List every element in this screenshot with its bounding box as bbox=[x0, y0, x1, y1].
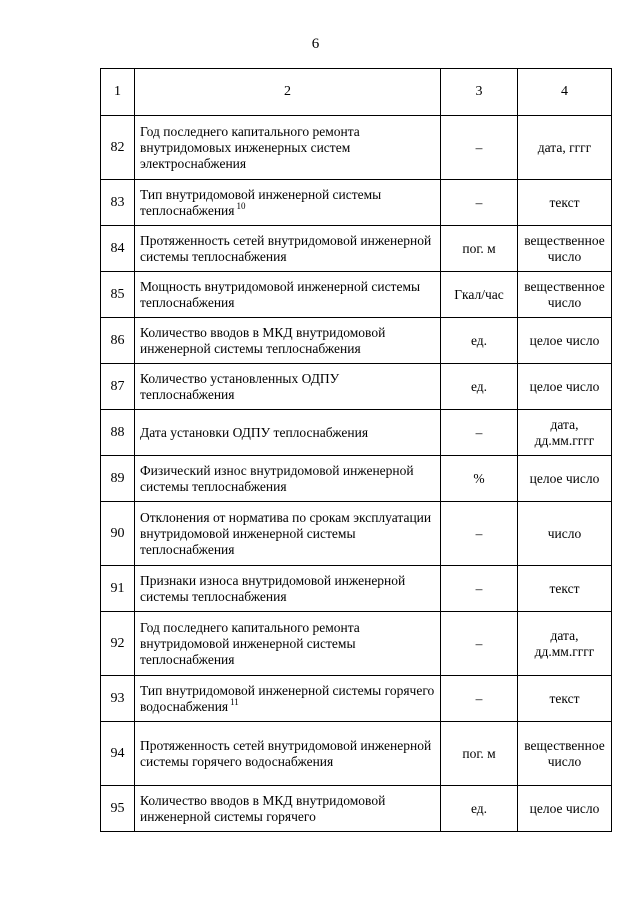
row-name: Физический износ внутридомовой инженерной системы теплоснабжения bbox=[140, 462, 414, 494]
table-row bbox=[101, 272, 612, 318]
header-col-4: 4 bbox=[518, 69, 612, 116]
row-unit: пог. м bbox=[441, 722, 518, 786]
row-type: текст bbox=[518, 676, 612, 722]
row-number: 89 bbox=[101, 456, 135, 502]
row-name: Год последнего капитального ремонта внутридомовой инженерной системы теплоснабжения bbox=[140, 619, 360, 667]
row-name: Дата установки ОДПУ теплоснабжения bbox=[140, 424, 369, 440]
row-name-cell bbox=[135, 116, 441, 180]
row-name-cell bbox=[135, 456, 441, 502]
row-name-cell bbox=[135, 676, 441, 722]
row-name-cell bbox=[135, 272, 441, 318]
row-name-cell bbox=[135, 566, 441, 612]
row-unit: пог. м bbox=[441, 226, 518, 272]
row-name-cell bbox=[135, 410, 441, 456]
row-number: 85 bbox=[101, 272, 135, 318]
table-row bbox=[101, 410, 612, 456]
table-row bbox=[101, 676, 612, 722]
table-header-row bbox=[101, 69, 612, 116]
row-type: текст bbox=[518, 566, 612, 612]
row-unit: – bbox=[441, 502, 518, 566]
row-name: Тип внутридомовой инженерной системы горячего водоснабжения bbox=[140, 682, 435, 714]
row-unit: % bbox=[441, 456, 518, 502]
row-type: дата, дд.мм.гггг bbox=[518, 410, 612, 456]
row-name: Количество вводов в МКД внутридомовой инженерной системы горячего bbox=[140, 792, 386, 824]
table-row bbox=[101, 180, 612, 226]
table-row bbox=[101, 786, 612, 832]
document-table bbox=[100, 68, 612, 832]
table-row bbox=[101, 566, 612, 612]
row-name-cell bbox=[135, 722, 441, 786]
table-row bbox=[101, 612, 612, 676]
row-name: Количество вводов в МКД внутридомовой инженерной системы теплоснабжения bbox=[140, 324, 386, 356]
row-unit: – bbox=[441, 180, 518, 226]
row-unit: – bbox=[441, 566, 518, 612]
row-type: дата, дд.мм.гггг bbox=[518, 612, 612, 676]
row-name: Тип внутридомовой инженерной системы теплоснабжения bbox=[140, 186, 382, 218]
row-type: целое число bbox=[518, 364, 612, 410]
row-type: вещественное число bbox=[518, 272, 612, 318]
row-number: 86 bbox=[101, 318, 135, 364]
row-unit: ед. bbox=[441, 364, 518, 410]
row-number: 93 bbox=[101, 676, 135, 722]
row-name: Отклонения от норматива по срокам эксплуатации внутридомовой инженерной системы теплоснабжения bbox=[140, 509, 432, 557]
row-type: вещественное число bbox=[518, 722, 612, 786]
row-name: Мощность внутридомовой инженерной системы теплоснабжения bbox=[140, 278, 421, 310]
row-unit: – bbox=[441, 612, 518, 676]
row-type: число bbox=[518, 502, 612, 566]
footnote-marker: 11 bbox=[230, 697, 239, 707]
row-number: 94 bbox=[101, 722, 135, 786]
header-col-1: 1 bbox=[101, 69, 135, 116]
table-row bbox=[101, 116, 612, 180]
row-name-cell bbox=[135, 226, 441, 272]
row-name: Протяженность сетей внутридомовой инженерной системы горячего водоснабжения bbox=[140, 737, 432, 769]
row-unit: ед. bbox=[441, 786, 518, 832]
row-name: Количество установленных ОДПУ теплоснабжения bbox=[140, 370, 340, 402]
row-name-cell bbox=[135, 180, 441, 226]
row-unit: ед. bbox=[441, 318, 518, 364]
row-number: 83 bbox=[101, 180, 135, 226]
row-name-cell bbox=[135, 502, 441, 566]
row-name-cell bbox=[135, 612, 441, 676]
row-type: текст bbox=[518, 180, 612, 226]
row-number: 91 bbox=[101, 566, 135, 612]
row-name: Год последнего капитального ремонта внутридомовых инженерных систем электроснабжения bbox=[140, 123, 360, 171]
row-type: вещественное число bbox=[518, 226, 612, 272]
table-row bbox=[101, 456, 612, 502]
table-row bbox=[101, 226, 612, 272]
row-name-cell bbox=[135, 364, 441, 410]
row-number: 88 bbox=[101, 410, 135, 456]
table-row bbox=[101, 502, 612, 566]
row-number: 95 bbox=[101, 786, 135, 832]
header-col-2: 2 bbox=[135, 69, 441, 116]
row-type: целое число bbox=[518, 318, 612, 364]
table-row bbox=[101, 722, 612, 786]
row-number: 82 bbox=[101, 116, 135, 180]
page-number: 6 bbox=[311, 36, 320, 52]
table-row bbox=[101, 364, 612, 410]
table-row bbox=[101, 318, 612, 364]
row-name-cell bbox=[135, 318, 441, 364]
row-number: 90 bbox=[101, 502, 135, 566]
header-col-3: 3 bbox=[441, 69, 518, 116]
footnote-marker: 10 bbox=[236, 201, 246, 211]
row-unit: – bbox=[441, 676, 518, 722]
row-type: целое число bbox=[518, 786, 612, 832]
row-unit: – bbox=[441, 410, 518, 456]
row-unit: – bbox=[441, 116, 518, 180]
row-number: 84 bbox=[101, 226, 135, 272]
row-unit: Гкал/час bbox=[441, 272, 518, 318]
row-type: целое число bbox=[518, 456, 612, 502]
row-number: 92 bbox=[101, 612, 135, 676]
row-name-cell bbox=[135, 786, 441, 832]
row-name: Признаки износа внутридомовой инженерной системы теплоснабжения bbox=[140, 572, 406, 604]
row-type: дата, гггг bbox=[518, 116, 612, 180]
row-number: 87 bbox=[101, 364, 135, 410]
row-name: Протяженность сетей внутридомовой инженерной системы теплоснабжения bbox=[140, 232, 432, 264]
